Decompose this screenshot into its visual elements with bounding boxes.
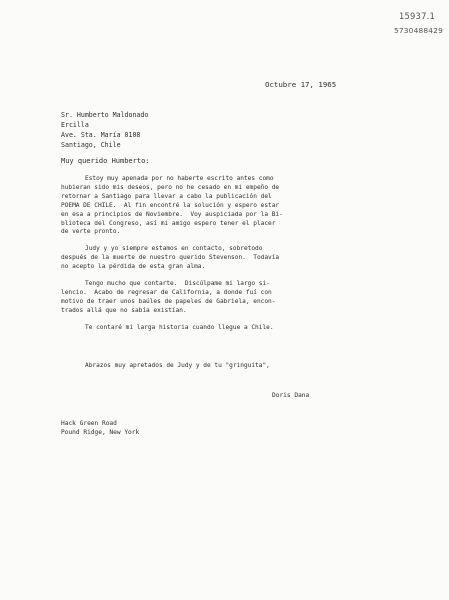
text-line: retornar a Santiago para llevar a cabo la publicación del [61, 192, 272, 200]
closing-line: Abrazos muy apretados de Judy y de tu "gringuita", [85, 362, 270, 369]
paragraph [61, 280, 391, 316]
salutation: Muy querido Humberto: [61, 157, 150, 165]
text-line: Tengo mucho que contarte. Discúlpame mi largo si- [85, 280, 270, 288]
paragraph [61, 324, 391, 333]
text-line: en esa a principios de Noviembre. Voy auspiciada por la Bi- [61, 210, 283, 218]
text-line: hubieran sido mis deseos, pero no he cesado en mi empeño de [61, 183, 280, 191]
handwritten-archive-code: 5730488429 [393, 26, 443, 35]
text-line: lencio. Acabo de regresar de California, a donde fuí con [61, 288, 272, 296]
text-line: Judy y yo siempre estamos en contacto, sobretodo [85, 245, 263, 253]
sender-line: Hack Green Road [61, 420, 117, 427]
letter-body [61, 175, 391, 341]
text-line: trados allá que no sabía existían. [61, 306, 187, 314]
recipient-address [61, 110, 148, 150]
sender-line: Pound Ridge, New York [61, 429, 140, 436]
recipient-line: Santiago, Chile [61, 141, 121, 149]
paragraph [61, 175, 391, 237]
text-line: no acepto la pérdida de esta gran alma. [61, 263, 206, 271]
text-line: Te contaré mi larga historia cuando llegue a Chile. [85, 323, 274, 331]
recipient-line: Ave. Sta. María 0108 [61, 131, 141, 139]
text-line: blioteca del Congreso, así mi amigo espero tener el placer [61, 219, 276, 227]
sender-address [61, 419, 139, 437]
text-line: POEMA DE CHILE. Al fin encontré la solución y espero estar [61, 201, 280, 209]
text-line: de verte pronto. [61, 228, 121, 236]
text-line: Estoy muy apenada por no haberte escrito antes como [85, 175, 274, 182]
letter-date: Octubre 17, 1965 [265, 80, 337, 89]
paragraph [61, 245, 391, 272]
recipient-line: Sr. Humberto Maldonado [61, 111, 149, 119]
text-line: motivo de traer unos baúles de papeles de Gabriela, encon- [61, 297, 276, 305]
text-line: después de la muerte de nuestro querido Stevenson. Todavía [61, 254, 280, 262]
signature-name: Doris Dana [272, 392, 310, 399]
recipient-line: Ercilla [61, 121, 89, 129]
handwritten-reference-number: 15937.1 [398, 11, 435, 21]
